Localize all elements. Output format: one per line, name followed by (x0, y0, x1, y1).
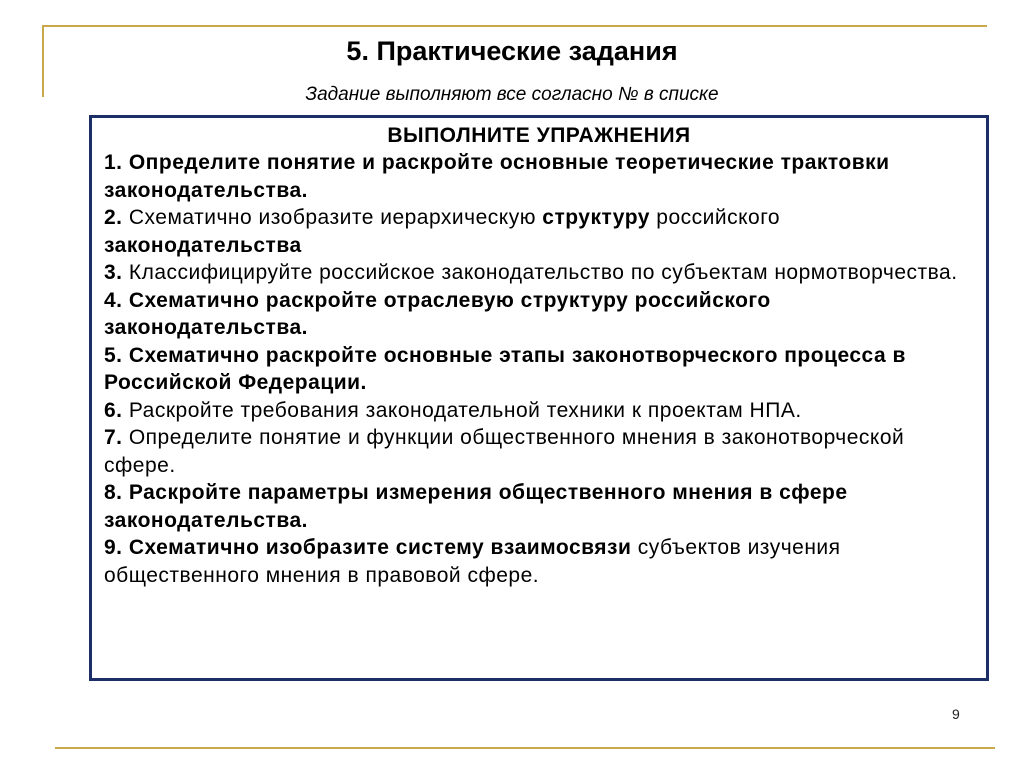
exercise-text: Схематично изобразите иерархическую (122, 206, 543, 229)
exercise-text: Схематично раскройте основные этапы законотворческого процесса в Российской Федерации. (104, 343, 906, 394)
exercise-item (104, 534, 976, 589)
exercise-item (104, 342, 976, 397)
exercise-number: 6. (104, 398, 123, 422)
exercise-text: Схематично изобразите систему взаимосвязи (122, 536, 632, 559)
exercises-box (89, 115, 989, 681)
exercises-heading: ВЫПОЛНИТЕ УПРАЖНЕНИЯ (387, 124, 691, 147)
exercise-text: Определите понятие и функции общественного мнения в законотворческой сфере. (104, 426, 905, 477)
exercise-text: Раскройте требования законодательной техники к проектам НПА. (122, 398, 802, 422)
exercise-number: 7. (104, 426, 123, 449)
exercise-item (104, 204, 976, 259)
exercise-item (104, 259, 976, 287)
slide-subtitle: Задание выполняют все согласно № в списке (305, 84, 719, 105)
exercise-text: структуру (542, 206, 650, 229)
top-rule (42, 25, 987, 27)
page-number: 9 (952, 706, 960, 722)
exercise-number: 4. (104, 288, 123, 312)
exercise-text: Классифицируйте российское законодательство по субъектам нормотворчества. (122, 261, 958, 284)
exercise-item (104, 479, 976, 534)
bottom-rule (55, 747, 995, 749)
exercise-text: Схематично раскройте отраслевую структуру российского законодательства. (104, 288, 771, 339)
exercise-number: 3. (104, 261, 123, 284)
exercise-number: 9. (104, 536, 123, 559)
exercise-item (104, 424, 976, 479)
exercise-text: Раскройте параметры измерения общественного мнения в сфере законодательства. (104, 481, 848, 532)
exercise-item (104, 397, 976, 425)
exercise-number: 8. (104, 481, 123, 504)
exercise-item (104, 149, 976, 204)
exercise-list (104, 149, 976, 589)
exercise-text: Определите понятие и раскройте основные теоретические трактовки законодательства. (104, 151, 890, 202)
exercise-text: субъектов изучения общественного мнения в правовой сфере. (104, 536, 841, 587)
exercise-number: 1. (104, 151, 123, 174)
slide-title: 5. Практические задания (346, 36, 678, 66)
exercise-number: 2. (104, 206, 123, 229)
exercise-text: законодательства (104, 233, 302, 257)
exercise-text: российского (649, 206, 781, 229)
exercise-number: 5. (104, 343, 123, 367)
exercise-item (104, 287, 976, 342)
